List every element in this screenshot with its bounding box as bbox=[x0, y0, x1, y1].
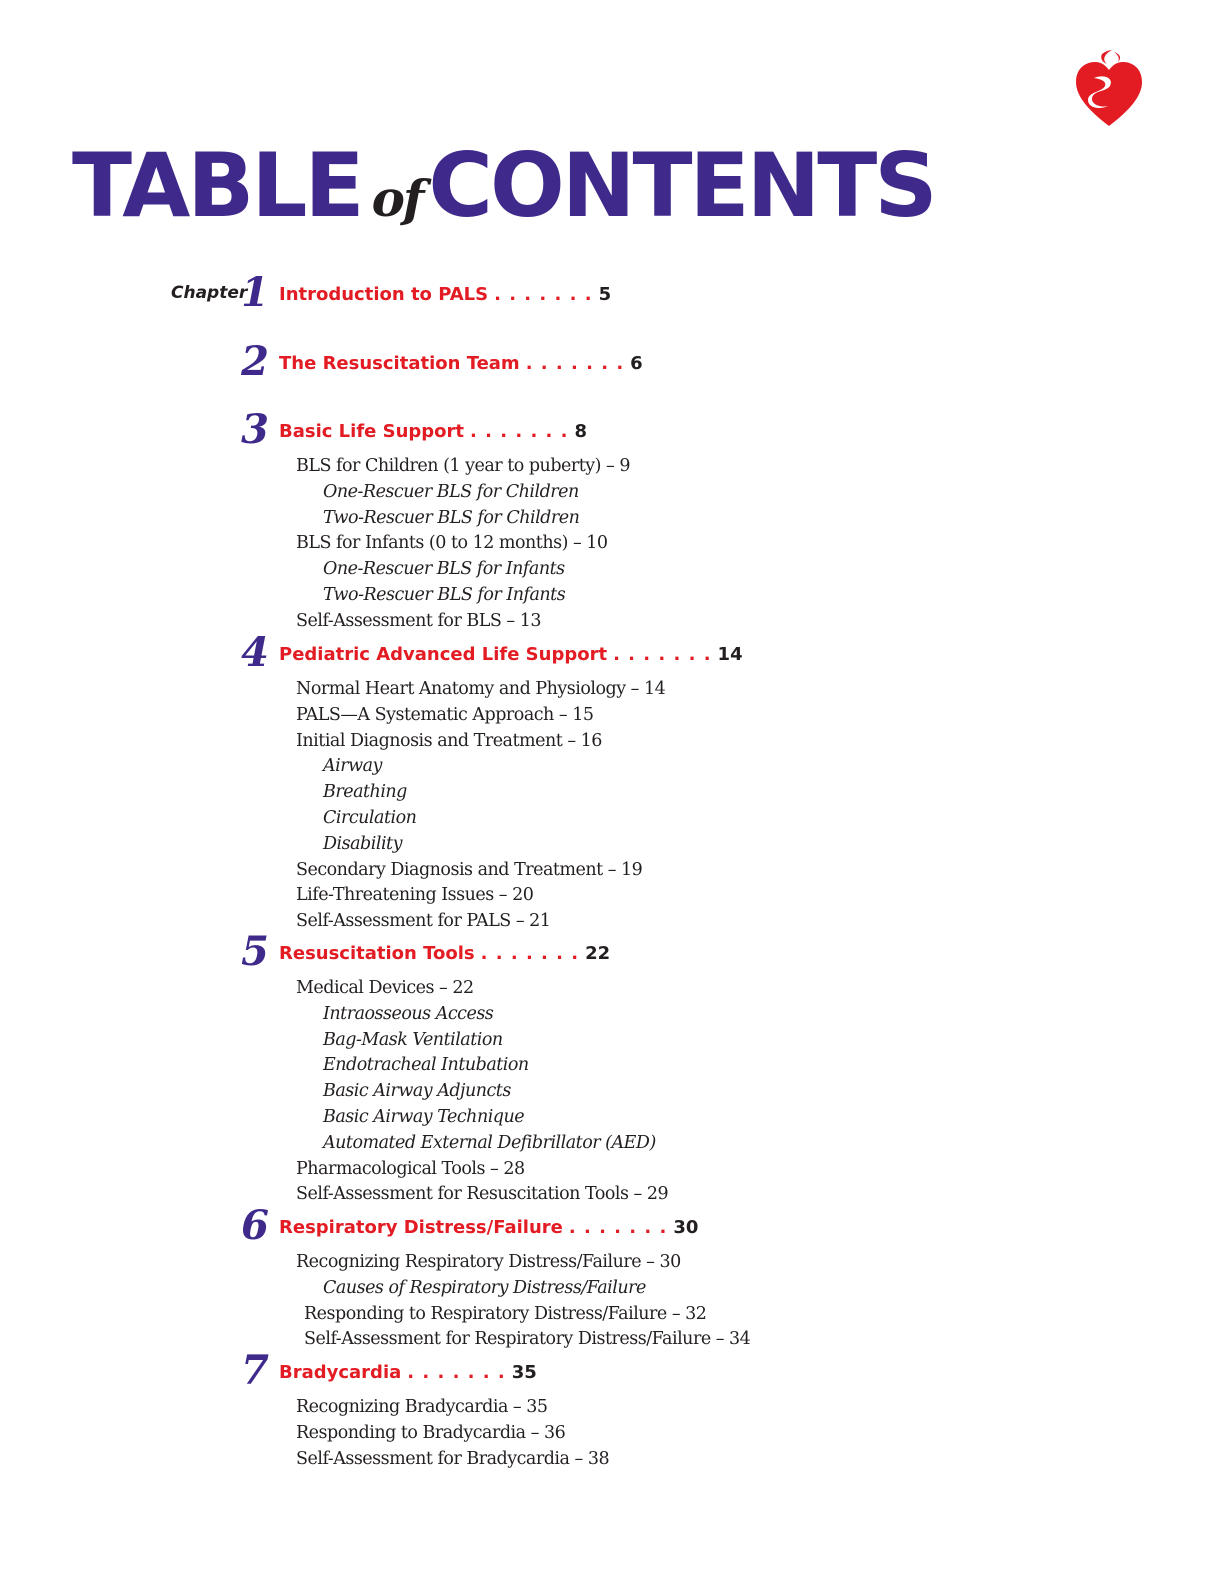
chapter-number: 6 bbox=[241, 1202, 269, 1249]
chapter-page: 14 bbox=[717, 644, 743, 665]
toc-item[interactable]: Self-Assessment for Respiratory Distress/Failure – 34 bbox=[304, 1329, 751, 1350]
chapter-dots: . . . . . . . bbox=[613, 644, 712, 665]
toc-subitem[interactable]: Two-Rescuer BLS for Children bbox=[323, 507, 580, 528]
toc-subitem[interactable]: Basic Airway Technique bbox=[323, 1107, 525, 1127]
toc-item[interactable]: Responding to Respiratory Distress/Failure – 32 bbox=[304, 1303, 707, 1324]
toc-subitem[interactable]: Automated External Defibrillator (AED) bbox=[323, 1132, 656, 1153]
chapter-page: 5 bbox=[598, 284, 612, 305]
toc-item[interactable]: Self-Assessment for Bradycardia – 38 bbox=[296, 1448, 610, 1469]
chapter-title: Bradycardia bbox=[279, 1362, 402, 1383]
chapter-label: Chapter bbox=[171, 283, 248, 303]
chapter-title: Basic Life Support bbox=[279, 421, 465, 442]
toc-item[interactable]: Responding to Bradycardia – 36 bbox=[296, 1422, 566, 1443]
chapter-heading[interactable] bbox=[279, 284, 611, 306]
toc-subitem[interactable]: Circulation bbox=[323, 808, 417, 828]
chapter-number: 1 bbox=[241, 269, 269, 316]
toc-subitem[interactable]: Two-Rescuer BLS for Infants bbox=[323, 585, 566, 605]
toc-item[interactable]: Normal Heart Anatomy and Physiology – 14 bbox=[296, 679, 666, 699]
chapter-dots: . . . . . . . bbox=[407, 1362, 506, 1383]
toc-subitem[interactable]: Bag-Mask Ventilation bbox=[323, 1029, 503, 1050]
toc-item[interactable]: Life-Threatening Issues – 20 bbox=[296, 885, 534, 906]
chapter-heading[interactable] bbox=[279, 943, 610, 965]
chapter-page: 30 bbox=[673, 1217, 699, 1238]
toc-item[interactable]: PALS—A Systematic Approach – 15 bbox=[296, 704, 594, 725]
toc-subitem[interactable]: Basic Airway Adjuncts bbox=[323, 1081, 511, 1102]
toc-item[interactable]: BLS for Children (1 year to puberty) – 9 bbox=[296, 456, 630, 476]
chapter-number: 3 bbox=[241, 406, 269, 453]
toc-subitem[interactable]: Breathing bbox=[323, 782, 407, 803]
toc-subitem[interactable]: Disability bbox=[323, 833, 402, 854]
toc-subitem[interactable]: Airway bbox=[323, 756, 382, 777]
toc-item[interactable]: Secondary Diagnosis and Treatment – 19 bbox=[296, 859, 643, 880]
chapter-heading[interactable] bbox=[279, 644, 743, 666]
chapter-heading[interactable] bbox=[279, 1362, 537, 1384]
chapter-heading[interactable] bbox=[279, 1217, 698, 1239]
toc-item[interactable]: Self-Assessment for Resuscitation Tools – 29 bbox=[296, 1184, 669, 1205]
toc-item[interactable]: Recognizing Bradycardia – 35 bbox=[296, 1397, 548, 1417]
chapter-number: 4 bbox=[241, 629, 269, 676]
title-table: TABLE bbox=[72, 134, 362, 237]
chapter-number: 2 bbox=[241, 338, 269, 385]
chapter-page: 6 bbox=[630, 353, 643, 374]
chapter-title: The Resuscitation Team bbox=[279, 353, 520, 374]
chapter-page: 8 bbox=[574, 421, 588, 442]
chapter-heading[interactable] bbox=[279, 353, 643, 375]
chapter-title: Respiratory Distress/Failure bbox=[279, 1217, 563, 1238]
chapter-title: Introduction to PALS bbox=[279, 284, 489, 305]
toc-item[interactable]: BLS for Infants (0 to 12 months) – 10 bbox=[296, 533, 608, 554]
toc-item[interactable]: Self-Assessment for BLS – 13 bbox=[296, 610, 541, 631]
title-of: of bbox=[371, 169, 423, 228]
chapter-dots: . . . . . . . bbox=[494, 284, 593, 305]
toc-subitem[interactable]: Endotracheal Intubation bbox=[323, 1055, 529, 1076]
chapter-title: Pediatric Advanced Life Support bbox=[279, 644, 608, 665]
toc-item[interactable]: Self-Assessment for PALS – 21 bbox=[296, 911, 551, 932]
toc-item[interactable]: Medical Devices – 22 bbox=[296, 978, 474, 998]
toc-item[interactable]: Initial Diagnosis and Treatment – 16 bbox=[296, 730, 602, 751]
toc-item[interactable]: Recognizing Respiratory Distress/Failure – 30 bbox=[296, 1252, 681, 1272]
toc-subitem[interactable]: Intraosseous Access bbox=[323, 1003, 494, 1024]
chapter-heading[interactable] bbox=[279, 421, 587, 443]
chapter-dots: . . . . . . . bbox=[480, 943, 580, 964]
chapter-dots: . . . . . . . bbox=[470, 421, 569, 442]
chapter-dots: . . . . . . . bbox=[568, 1217, 668, 1238]
chapter-number: 7 bbox=[241, 1347, 269, 1394]
chapter-dots: . . . . . . . bbox=[525, 353, 625, 374]
toc-subitem[interactable]: One-Rescuer BLS for Infants bbox=[323, 559, 565, 580]
chapter-number: 5 bbox=[241, 928, 269, 975]
toc-subitem[interactable]: Causes of Respiratory Distress/Failure bbox=[323, 1277, 646, 1298]
toc-item[interactable]: Pharmacological Tools – 28 bbox=[296, 1158, 525, 1179]
chapter-page: 35 bbox=[511, 1362, 537, 1383]
chapter-page: 22 bbox=[585, 943, 611, 964]
toc-subitem[interactable]: One-Rescuer BLS for Children bbox=[323, 481, 579, 502]
chapter-title: Resuscitation Tools bbox=[279, 943, 475, 964]
title-contents: CONTENTS bbox=[428, 134, 935, 237]
